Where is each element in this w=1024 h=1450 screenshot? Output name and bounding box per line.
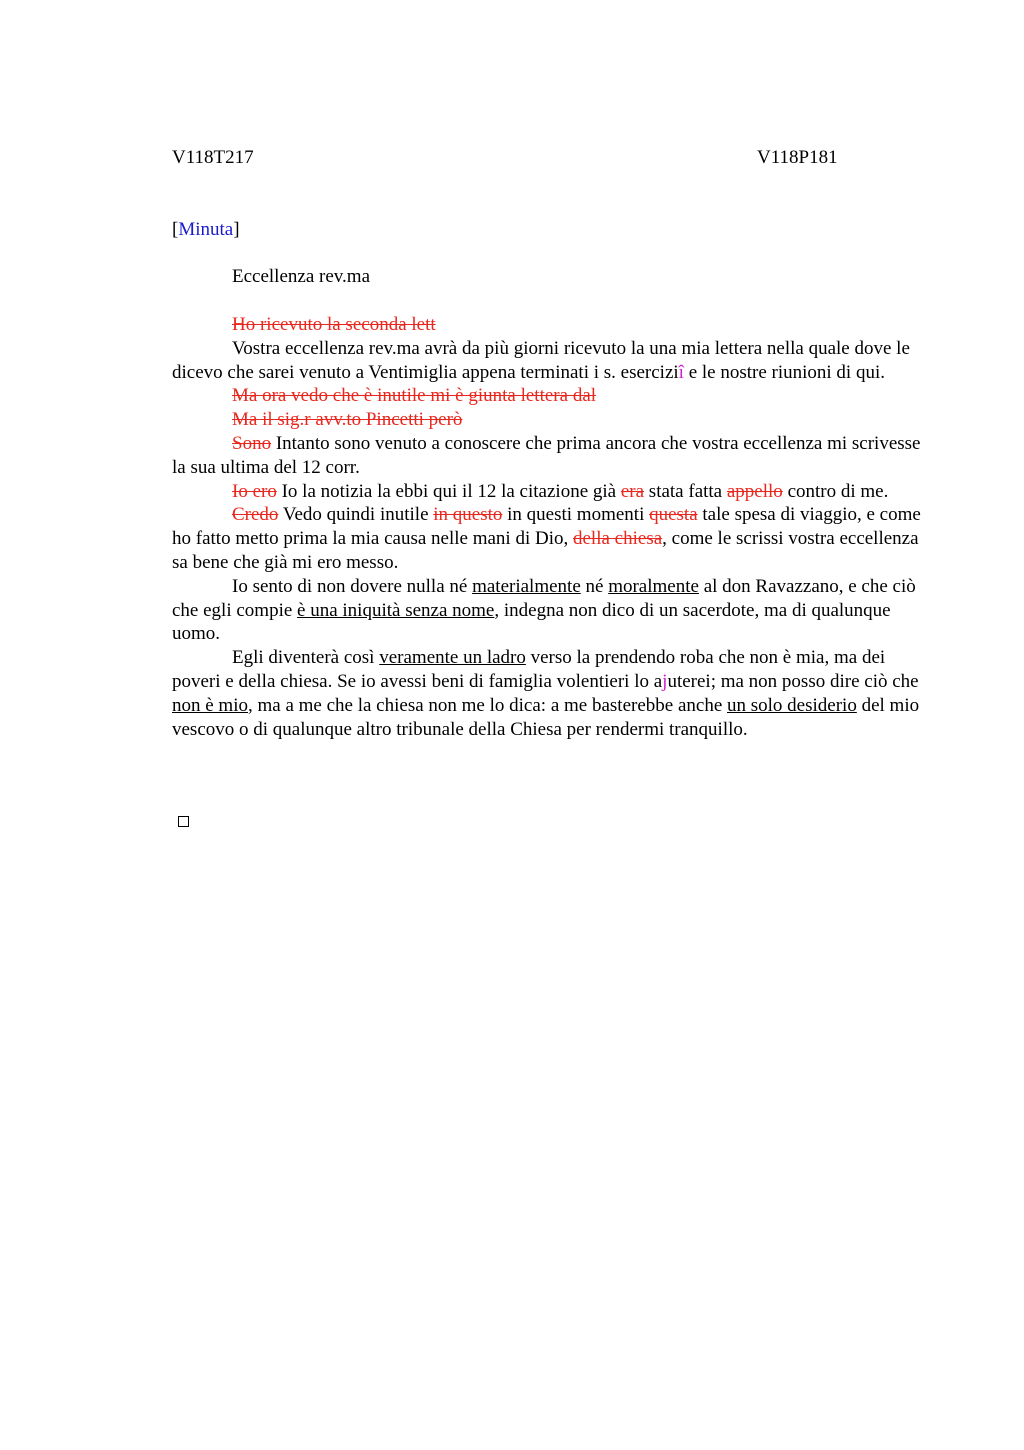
deleted-text: Ma il sig.r avv.to Pincetti però [232, 409, 463, 431]
salutation: Eccellenza rev.ma [232, 266, 371, 287]
underlined-text: moralmente [608, 575, 699, 597]
label-bracket-open: [ [172, 219, 179, 240]
text-run: Io la notizia la ebbi qui il 12 la citazione già [276, 480, 621, 502]
deleted-text: Io ero [232, 480, 277, 502]
text-run: tale spesa di viaggio, e come ho fatto metto prima la mia causa nelle mani di Dio, [172, 504, 921, 550]
deleted-text: in questo [433, 504, 503, 526]
letter-body [172, 313, 932, 741]
text-run: al don Ravazzano, e che ciò che egli compie [172, 575, 916, 621]
inserted-text: j [662, 670, 668, 692]
document-code-right: V118P181 [757, 147, 838, 168]
text-run: e le nostre riunioni di qui. [683, 361, 885, 383]
text-run: Vostra eccellenza rev.ma avrà da più giorni ricevuto la una mia lettera nella quale dove le dicevo che sarei venuto a Ventimiglia appena terminati i s. esercizi [172, 337, 910, 383]
underlined-text: non è mio [172, 694, 248, 716]
deleted-text: Ma ora vedo che è inutile mi è giunta lettera dal [232, 385, 597, 407]
end-marker-box-icon [178, 816, 189, 827]
inserted-text: î [678, 361, 684, 383]
text-run: in questi momenti [502, 504, 650, 526]
paragraph-3 [172, 384, 932, 408]
paragraph-4 [172, 408, 932, 432]
text-run: contro di me. [782, 480, 889, 502]
text-run: verso la prendendo roba che non è mia, ma dei poveri e della chiesa. Se io avessi beni di famiglia volentieri lo a [172, 647, 886, 692]
text-run: Egli diventerà così [232, 647, 380, 669]
deleted-text: appello [726, 480, 783, 502]
text-run: né [580, 575, 609, 597]
text-run: Vedo quindi inutile [278, 504, 434, 526]
paragraph-2 [172, 337, 932, 385]
label-text: Minuta [178, 219, 234, 240]
text-run: Io sento di non dovere nulla né [232, 575, 473, 597]
minuta-label [172, 219, 240, 241]
text-run: del mio vescovo o di qualunque altro tribunale della Chiesa per rendermi tranquillo. [172, 694, 920, 740]
underlined-text: è una iniquità senza nome [297, 599, 495, 621]
underlined-text: veramente un ladro [379, 647, 526, 669]
deleted-text: Sono [232, 432, 272, 454]
paragraph-1 [172, 313, 932, 337]
underlined-text: materialmente [472, 575, 581, 597]
paragraph-8 [172, 575, 932, 646]
paragraph-9 [172, 646, 932, 741]
deleted-text: era [620, 480, 645, 502]
label-bracket-close: ] [233, 219, 240, 240]
text-run: stata fatta [644, 480, 727, 502]
text-run: Intanto sono venuto a conoscere che prima ancora che vostra eccellenza mi scrivesse la sua ultima del 12 corr. [172, 432, 921, 478]
text-run: , indegna non dico di un sacerdote, ma di qualunque uomo. [172, 599, 891, 645]
paragraph-5 [172, 432, 932, 480]
paragraph-7 [172, 503, 932, 574]
document-code-left: V118T217 [172, 147, 254, 168]
text-run: , come le scrissi vostra eccellenza sa bene che già mi ero messo. [172, 528, 919, 573]
deleted-text: Credo [232, 504, 279, 526]
text-run: , ma a me che la chiesa non me lo dica: a me basterebbe anche [248, 694, 727, 716]
paragraph-6 [172, 480, 932, 504]
underlined-text: un solo desiderio [727, 694, 857, 716]
deleted-text: della chiesa [573, 528, 663, 550]
deleted-text: Ho ricevuto la seconda lett [232, 314, 436, 335]
deleted-text: questa [649, 504, 698, 526]
text-run: uterei; ma non posso dire ciò che [667, 670, 919, 692]
